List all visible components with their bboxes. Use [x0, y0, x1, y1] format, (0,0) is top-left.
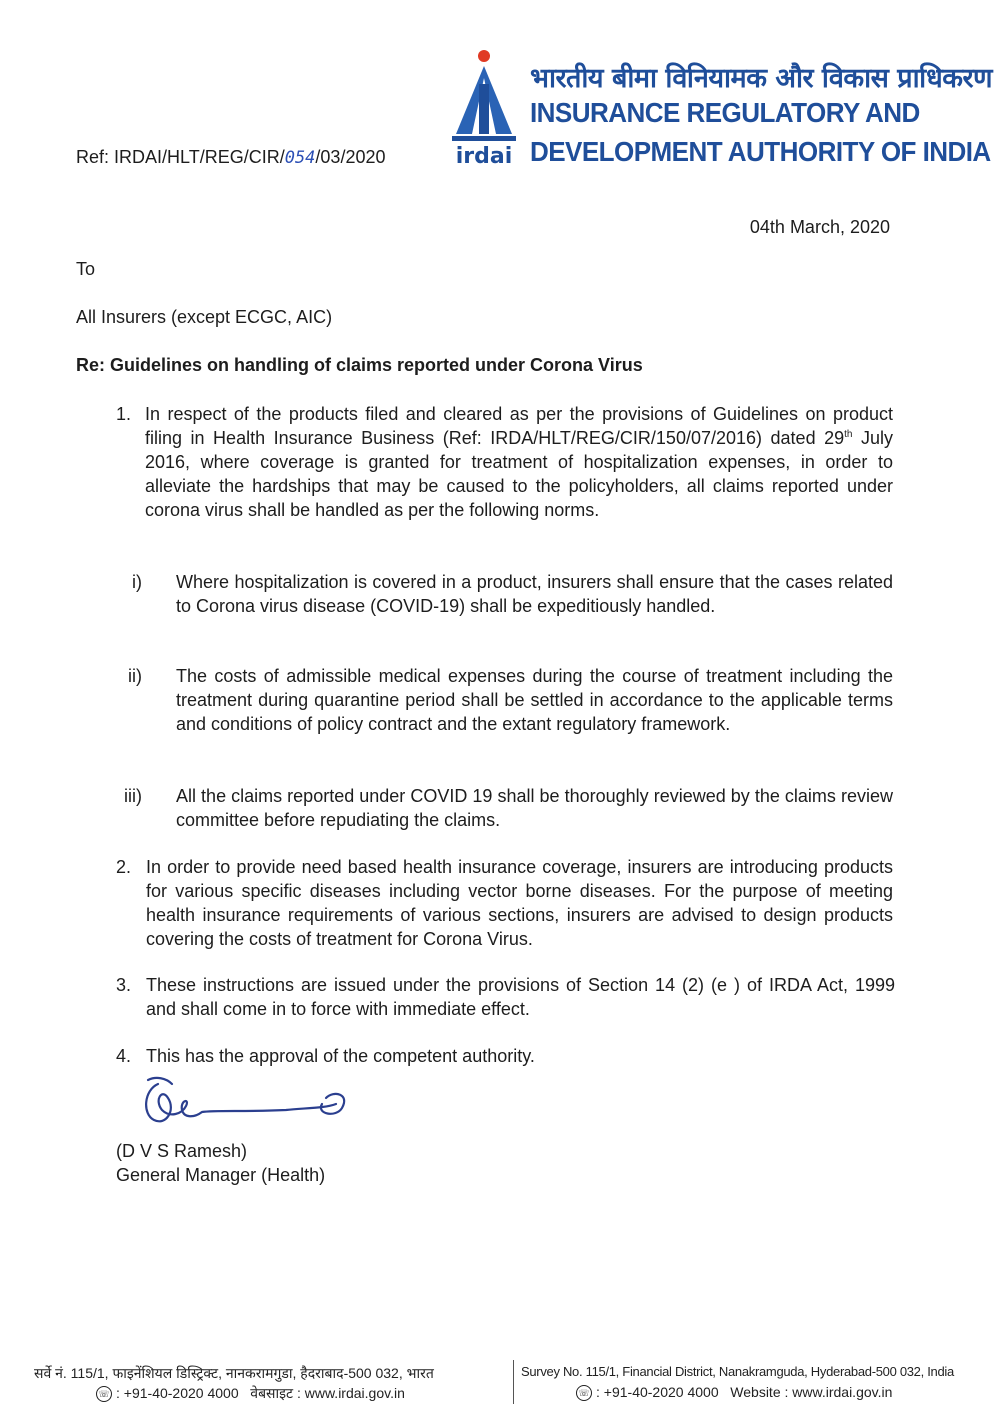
phone-icon: ☏ [576, 1385, 592, 1401]
svg-text:irdai: irdai [455, 144, 513, 166]
paragraph-1: In respect of the products filed and cleared as per the provisions of Guidelines on product filing in Health Insurance Business (Ref: IRDA/HLT/REG/CIR/150/07/2016) dated 29th July 2016, where coverage is granted for treatment of hospitalization expenses, in order to alleviate the hardships that may be caused to the policyholders, all claims reported under corona virus shall be handled as per the following norms. [145, 404, 893, 520]
paragraph-2: In order to provide need based health insurance coverage, insurers are introducing products for various specific diseases including vector borne diseases. For the purpose of meeting health insurance requirements of various sections, insurers are advised to design products covering the costs of treatment for Corona Virus. [146, 857, 893, 949]
sub-item-1-label: i) [132, 572, 142, 592]
signatory-name: (D V S Ramesh) [116, 1141, 248, 1161]
handwritten-circular-number: 054 [284, 148, 316, 168]
phone-icon: ☏ [96, 1386, 112, 1402]
footer-hindi-website-link[interactable]: www.irdai.gov.in [304, 1385, 405, 1401]
paragraph-4: This has the approval of the competent authority. [146, 1046, 535, 1066]
handwritten-signature [136, 1074, 356, 1134]
paragraph-2-number: 2. [116, 857, 132, 877]
footer-english-contact: ☏ : +91-40-2020 4000 Website : www.irdai.gov.in [576, 1384, 892, 1401]
footer-english-website-link[interactable]: www.irdai.gov.in [792, 1384, 893, 1400]
sub-item-3-label: iii) [124, 786, 142, 806]
reference-number: Ref: IRDAI/HLT/REG/CIR/054/03/2020 [76, 147, 386, 168]
paragraph-3-number: 3. [116, 975, 132, 995]
sub-item-2-label: ii) [128, 666, 142, 686]
footer-divider [513, 1360, 514, 1404]
org-name-hindi: भारतीय बीमा विनियामक और विकास प्राधिकरण [530, 63, 993, 94]
paragraph-1-number: 1. [116, 404, 132, 424]
paragraph-3: These instructions are issued under the provisions of Section 14 (2) (e ) of IRDA Act, 1999 and shall come in to force with immediate effect. [146, 975, 895, 1019]
subject-line: Re: Guidelines on handling of claims reported under Corona Virus [76, 355, 643, 375]
to-label: To [76, 259, 96, 279]
footer-english-address: Survey No. 115/1, Financial District, Nanakramguda, Hyderabad-500 032, India [521, 1364, 954, 1379]
sub-item-2: The costs of admissible medical expenses during the course of treatment including the treatment during quarantine period shall be settled in accordance to the applicable terms and conditions of policy contract and the extant regulatory framework. [176, 666, 893, 734]
paragraph-4-number: 4. [116, 1046, 132, 1066]
org-name-english-line1: INSURANCE REGULATORY AND [530, 97, 920, 128]
irdai-logo [450, 48, 518, 166]
sub-item-3: All the claims reported under COVID 19 shall be thoroughly reviewed by the claims review committee before repudiating the claims. [176, 786, 893, 830]
org-name-english-line2: DEVELOPMENT AUTHORITY OF INDIA [530, 136, 991, 167]
signatory-title: General Manager (Health) [116, 1165, 326, 1185]
signatory-block [116, 1139, 325, 1187]
addressee: All Insurers (except ECGC, AIC) [76, 307, 333, 327]
footer-hindi-contact: ☏ : +91-40-2020 4000 वेबसाइट : www.irdai.gov.in [96, 1384, 405, 1403]
footer-hindi-address: सर्वे नं. 115/1, फाइनेंशियल डिस्ट्रिक्ट, नानकरामगुडा, हैदराबाद-500 032, भारत [34, 1365, 434, 1381]
letter-date: 04th March, 2020 [749, 217, 890, 237]
sub-item-1: Where hospitalization is covered in a product, insurers shall ensure that the cases related to Corona virus disease (COVID-19) shall be expeditiously handled. [176, 572, 893, 616]
